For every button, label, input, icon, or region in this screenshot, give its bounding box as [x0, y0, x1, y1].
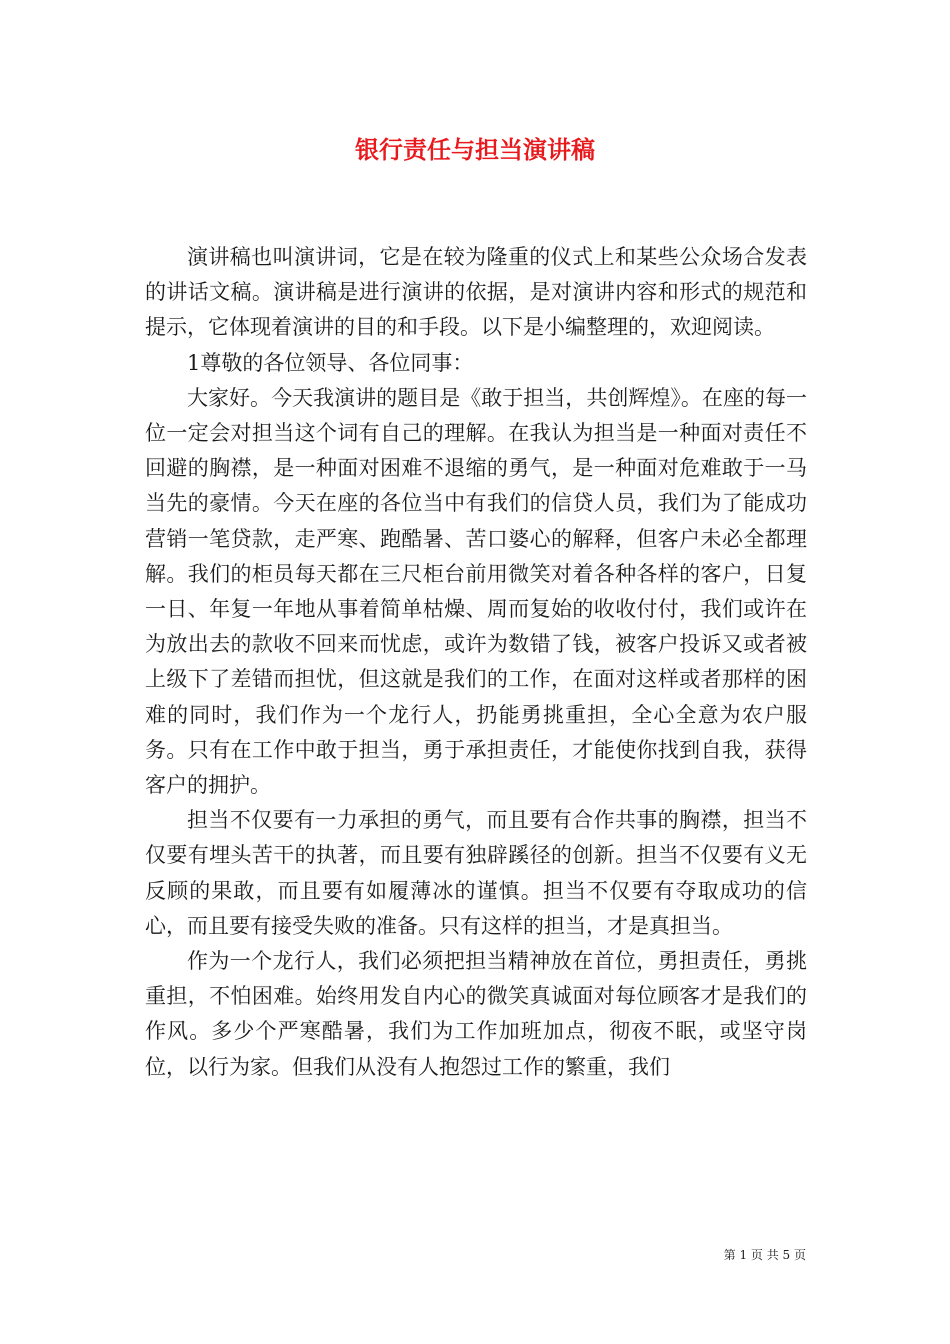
document-title: 银行责任与担当演讲稿 — [355, 135, 595, 164]
paragraph-conclusion: 作为一个龙行人，我们必须把担当精神放在首位，勇担责任，勇挑重担，不怕困难。始终用发自内心的微笑真诚面对每位顾客才是我们的作风。多少个严寒酷暑，我们为工作加班加点，彻夜不眠，或坚守岗位，以行为家。但我们从没有人抱怨过工作的繁重，我们 — [145, 949, 807, 1079]
document-body — [145, 240, 807, 1085]
paragraph-intro: 演讲稿也叫演讲词，它是在较为隆重的仪式上和某些公众场合发表的讲话文稿。演讲稿是进行演讲的依据，是对演讲内容和形式的规范和提示，它体现着演讲的目的和手段。以下是小编整理的，欢迎阅读。 — [145, 245, 807, 340]
page-number: 第 1 页 共 5 页 — [723, 1248, 806, 1262]
paragraph-responsibility: 担当不仅要有一力承担的勇气，而且要有合作共事的胸襟，担当不仅要有埋头苦干的执著，而且要有独辟蹊径的创新。担当不仅要有义无反顾的果敢，而且要有如履薄冰的谨慎。担当不仅要有夺取成功的信心，而且要有接受失败的准备。只有这样的担当，才是真担当。 — [145, 808, 807, 938]
paragraph-salutation: 1尊敬的各位领导、各位同事： — [187, 350, 474, 375]
paragraph-main: 大家好。今天我演讲的题目是《敢于担当，共创辉煌》。在座的每一位一定会对担当这个词有自己的理解。在我认为担当是一种面对责任不回避的胸襟，是一种面对困难不退缩的勇气，是一种面对危难敢于一马当先的豪情。今天在座的各位当中有我们的信贷人员，我们为了能成功营销一笔贷款，走严寒、跑酷暑、苦口婆心的解释，但客户未必全都理解。我们的柜员每天都在三尺柜台前用微笑对着各种各样的客户，日复一日、年复一年地从事着简单枯燥、周而复始的收收付付，我们或许在为放出去的款收不回来而忧虑，或许为数错了钱，被客户投诉又或者被上级下了差错而担忧，但这就是我们的工作，在面对这样或者那样的困难的同时，我们作为一个龙行人，扔能勇挑重担，全心全意为农户服务。只有在工作中敢于担当，勇于承担责任，才能使你找到自我，获得客户的拥护。 — [145, 385, 807, 798]
